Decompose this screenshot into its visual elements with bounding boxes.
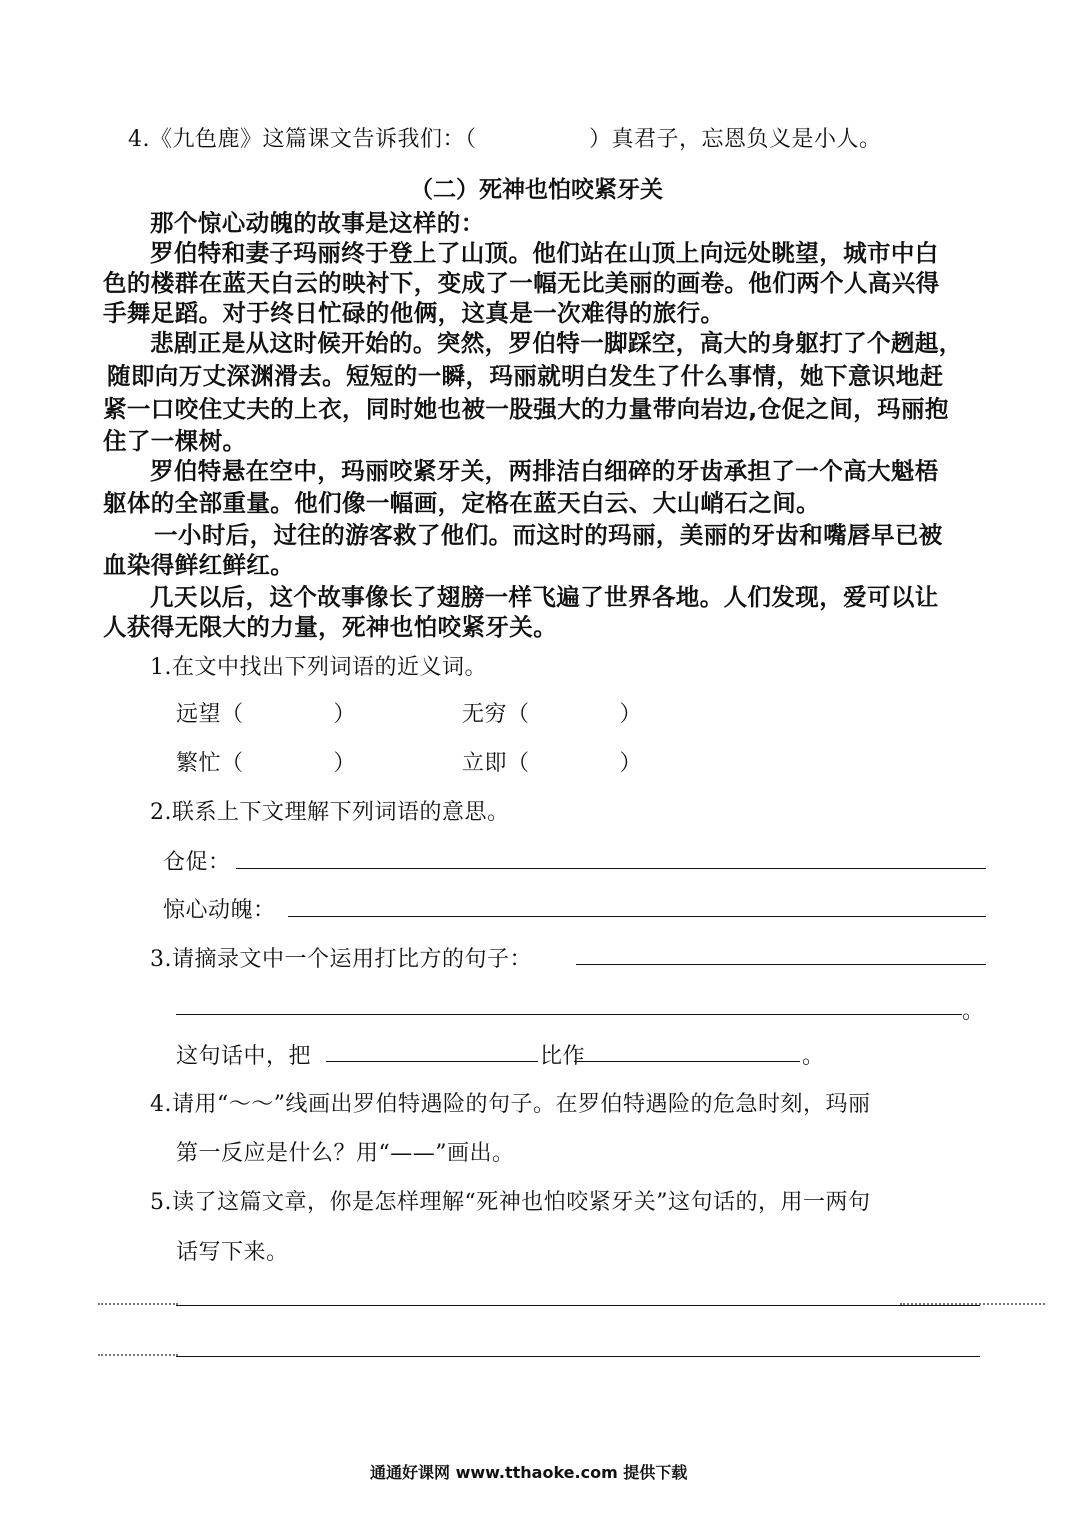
passage-line: 躯体的全部重量。他们像一幅画，定格在蓝天白云、大山峭石之间。 [103, 489, 820, 517]
q3-prompt: 3.请摘录文中一个运用打比方的句子： [150, 947, 532, 972]
passage-line: 紧一口咬住丈夫的上衣，同时她也被一股强大的力量带向岩边,仓促之间，玛丽抱 [103, 395, 949, 423]
q1-synonym-blank[interactable]: 无穷（ ） [462, 702, 643, 727]
passage-line: 住了一棵树。 [103, 427, 247, 455]
q2-answer-line[interactable] [288, 916, 986, 917]
q1-synonym-blank[interactable]: 立即（ ） [462, 751, 643, 776]
q4-line: 4.请用“～～”线画出罗伯特遇险的句子。在罗伯特遇险的危急时刻，玛丽 [150, 1092, 871, 1117]
passage-line: 手舞足蹈。对于终日忙碌的他俩，这真是一次难得的旅行。 [103, 299, 725, 327]
dotted-guide-line [98, 1354, 178, 1356]
section-title: （二）死神也怕咬紧牙关 [410, 177, 663, 203]
q5-line: 话写下来。 [176, 1240, 289, 1265]
q1-synonym-blank[interactable]: 繁忙（ ） [176, 751, 357, 776]
q2-term-cangcu: 仓促： [163, 850, 231, 875]
q1-prompt: 1.在文中找出下列词语的近义词。 [150, 655, 487, 680]
q3-blank-object[interactable] [574, 1061, 800, 1062]
q5-answer-line[interactable] [176, 1356, 980, 1357]
q2-prompt: 2.联系上下文理解下列词语的意思。 [150, 800, 510, 825]
q3-part-b: 比作 [540, 1044, 586, 1069]
dotted-guide-line [900, 1303, 1045, 1305]
passage-line: 一小时后，过往的游客救了他们。而这时的玛丽，美丽的牙齿和嘴唇早已被 [154, 521, 943, 549]
q3-part-c: 。 [802, 1044, 825, 1069]
q4-line: 第一反应是什么？用“——”画出。 [176, 1141, 515, 1166]
passage-line: 人获得无限大的力量，死神也怕咬紧牙关。 [103, 613, 558, 641]
passage-line: 血染得鲜红鲜红。 [103, 551, 295, 579]
passage-line: 随即向万丈深渊滑去。短短的一瞬，玛丽就明白发生了什么事情，她下意识地赶 [107, 362, 944, 390]
q1-synonym-blank[interactable]: 远望（ ） [176, 702, 357, 727]
passage-line: 罗伯特悬在空中，玛丽咬紧牙关，两排洁白细碎的牙齿承担了一个高大魁梧 [150, 457, 939, 485]
q3-part-a: 这句话中，把 [176, 1044, 312, 1069]
passage-line: 罗伯特和妻子玛丽终于登上了山顶。他们站在山顶上向远处眺望，城市中白 [150, 239, 939, 267]
q3-answer-line[interactable] [176, 1014, 962, 1015]
q2-term-jingxin: 惊心动魄： [163, 898, 276, 923]
q5-line: 5.读了这篇文章，你是怎样理解“死神也怕咬紧牙关”这句话的，用一两句 [150, 1190, 871, 1215]
q3-period: 。 [962, 999, 985, 1024]
q3-blank-subject[interactable] [326, 1061, 538, 1062]
q3-answer-line[interactable] [576, 964, 986, 965]
footer-source: 通通好课网 www.tthaoke.com 提供下载 [370, 1463, 688, 1482]
passage-line: 那个惊心动魄的故事是这样的： [150, 209, 485, 237]
passage-line: 悲剧正是从这时候开始的。突然，罗伯特一脚踩空，高大的身躯打了个趔趄， [150, 329, 963, 357]
passage-line: 色的楼群在蓝天白云的映衬下，变成了一幅无比美丽的画卷。他们两个人高兴得 [103, 269, 940, 297]
dotted-guide-line [98, 1303, 178, 1305]
q2-answer-line[interactable] [236, 868, 986, 869]
q5-answer-line[interactable] [176, 1305, 980, 1306]
passage-line: 几天以后，这个故事像长了翅膀一样飞遍了世界各地。人们发现，爱可以让 [150, 583, 939, 611]
question-jiuselu: 4.《九色鹿》这篇课文告诉我们：（ ）真君子，忘恩负义是小人。 [128, 127, 882, 152]
